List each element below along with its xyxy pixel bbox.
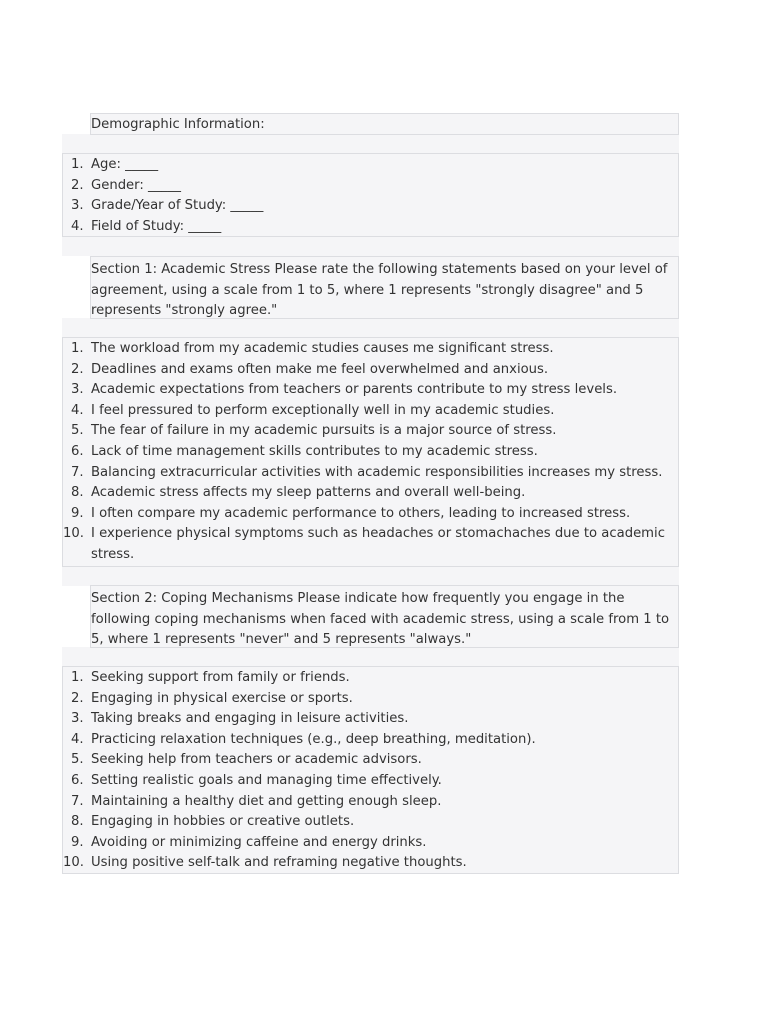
list-item-number	[63, 792, 91, 813]
list-item-text: Practicing relaxation techniques (e.g., deep breathing, meditation).	[91, 731, 536, 747]
list-item-number	[63, 176, 91, 197]
section2-item	[63, 833, 678, 854]
list-item-text: Academic expectations from teachers or parents contribute to my stress levels.	[91, 382, 618, 398]
list-item-text: Age: _____	[91, 157, 159, 172]
section1-list-box	[62, 337, 679, 567]
list-item-text: Seeking help from teachers or academic advisors.	[91, 752, 422, 768]
list-item-number	[63, 360, 91, 381]
list-item-number-text: 8.	[71, 485, 84, 501]
list-item-number	[63, 339, 91, 360]
list-item-number	[63, 709, 91, 730]
list-item-text: I often compare my academic performance to others, leading to increased stress.	[91, 505, 631, 521]
demographic-heading: Demographic Information:	[91, 117, 265, 132]
list-item-text: Engaging in physical exercise or sports.	[91, 690, 353, 706]
list-item-number-text: 5.	[71, 752, 84, 768]
demographic-list-box	[62, 153, 679, 237]
list-item-number-text: 9.	[71, 834, 84, 850]
section2-item	[63, 730, 678, 751]
section2-item	[63, 812, 678, 833]
list-item-text: Using positive self-talk and reframing negative thoughts.	[91, 855, 467, 871]
demographic-item	[63, 155, 678, 176]
list-item-number	[63, 750, 91, 771]
demographic-item	[63, 196, 678, 217]
section1-item	[63, 504, 678, 525]
demographic-item	[63, 217, 678, 238]
list-item-number	[63, 504, 91, 525]
list-item-number-text: 8.	[71, 814, 84, 830]
list-item-number	[63, 483, 91, 504]
separator-band	[62, 134, 679, 154]
list-item-text: The workload from my academic studies causes me significant stress.	[91, 341, 554, 356]
list-item-number	[63, 771, 91, 792]
list-item-number	[63, 524, 91, 545]
list-item-number-text: 9.	[71, 505, 84, 521]
list-item-number-text: 5.	[71, 423, 84, 439]
section1-heading: Section 1: Academic Stress Please rate the following statements based on your level of agreement, using a scale from 1 to 5, where 1 represents "strongly disagree" and 5 represents "strongly agree."	[91, 262, 668, 319]
section2-item	[63, 792, 678, 813]
section2-list	[63, 668, 678, 874]
list-item-text: I experience physical symptoms such as headaches or stomachaches due to academic stress.	[91, 526, 665, 562]
list-item-number-text: 6.	[71, 443, 84, 459]
list-item-number-text: 1.	[71, 670, 84, 685]
section2-item	[63, 750, 678, 771]
list-item-number-text: 6.	[71, 772, 84, 788]
list-item-text: Lack of time management skills contributes to my academic stress.	[91, 443, 538, 459]
list-item-number-text: 1.	[71, 157, 84, 172]
list-item-number-text: 2.	[71, 361, 84, 377]
list-item-text: Maintaining a healthy diet and getting enough sleep.	[91, 793, 442, 809]
list-item-number	[63, 155, 91, 176]
list-item-number-text: 10.	[63, 855, 84, 871]
list-item-text: Balancing extracurricular activities with academic responsibilities increases my stress.	[91, 464, 663, 480]
list-item-number	[63, 812, 91, 833]
list-item-number-text: 4.	[71, 218, 84, 234]
section1-item	[63, 463, 678, 484]
section1-item	[63, 442, 678, 463]
list-item-number	[63, 421, 91, 442]
list-item-number-text: 10.	[63, 526, 84, 542]
section2-heading: Section 2: Coping Mechanisms Please indicate how frequently you engage in the following coping mechanisms when faced with academic stress, using a scale from 1 to 5, where 1 represents "never" and 5 represents "always."	[91, 591, 670, 648]
demographic-list	[63, 155, 678, 237]
list-item-text: Taking breaks and engaging in leisure activities.	[91, 711, 409, 727]
list-item-number	[63, 833, 91, 854]
section2-item	[63, 668, 678, 689]
list-item-number	[63, 196, 91, 217]
section2-item	[63, 853, 678, 874]
list-item-text: I feel pressured to perform exceptionally well in my academic studies.	[91, 402, 555, 418]
list-item-number-text: 2.	[71, 177, 84, 193]
list-item-number	[63, 689, 91, 710]
separator-band	[62, 236, 679, 256]
list-item-text: Gender: _____	[91, 177, 181, 193]
section1-item	[63, 360, 678, 381]
demographic-item	[63, 176, 678, 197]
list-item-text: Engaging in hobbies or creative outlets.	[91, 814, 355, 830]
list-item-number	[63, 730, 91, 751]
list-item-number-text: 3.	[71, 711, 84, 727]
section1-list	[63, 339, 678, 566]
section2-item	[63, 709, 678, 730]
list-item-number	[63, 463, 91, 484]
list-item-number	[63, 380, 91, 401]
section1-item	[63, 339, 678, 360]
section1-item	[63, 483, 678, 504]
section1-item	[63, 524, 678, 565]
list-item-text: Deadlines and exams often make me feel overwhelmed and anxious.	[91, 361, 549, 377]
list-item-number	[63, 217, 91, 238]
list-item-number-text: 3.	[71, 382, 84, 398]
list-item-number-text: 7.	[71, 793, 84, 809]
list-item-number-text: 4.	[71, 731, 84, 747]
list-item-text: Setting realistic goals and managing time effectively.	[91, 772, 442, 788]
demographic-heading-box	[90, 113, 679, 135]
list-item-number-text: 4.	[71, 402, 84, 418]
list-item-text: Grade/Year of Study: _____	[91, 198, 264, 214]
list-item-number	[63, 442, 91, 463]
section2-item	[63, 689, 678, 710]
list-item-text: Seeking support from family or friends.	[91, 670, 350, 685]
section1-item	[63, 380, 678, 401]
section1-heading-box	[90, 256, 679, 319]
separator-band	[62, 566, 679, 586]
list-item-number-text: 7.	[71, 464, 84, 480]
list-item-text: Academic stress affects my sleep patterns and overall well-being.	[91, 485, 526, 501]
list-item-text: Avoiding or minimizing caffeine and energy drinks.	[91, 834, 427, 850]
list-item-number-text: 2.	[71, 690, 84, 706]
section1-item	[63, 421, 678, 442]
section1-item	[63, 401, 678, 422]
list-item-text: The fear of failure in my academic pursuits is a major source of stress.	[91, 423, 557, 439]
list-item-number	[63, 668, 91, 689]
list-item-number-text: 1.	[71, 341, 84, 356]
section2-list-box	[62, 666, 679, 874]
list-item-number-text: 3.	[71, 198, 84, 214]
list-item-text: Field of Study: _____	[91, 218, 222, 234]
section2-heading-box	[90, 585, 679, 648]
list-item-number	[63, 401, 91, 422]
section2-item	[63, 771, 678, 792]
list-item-number	[63, 853, 91, 874]
